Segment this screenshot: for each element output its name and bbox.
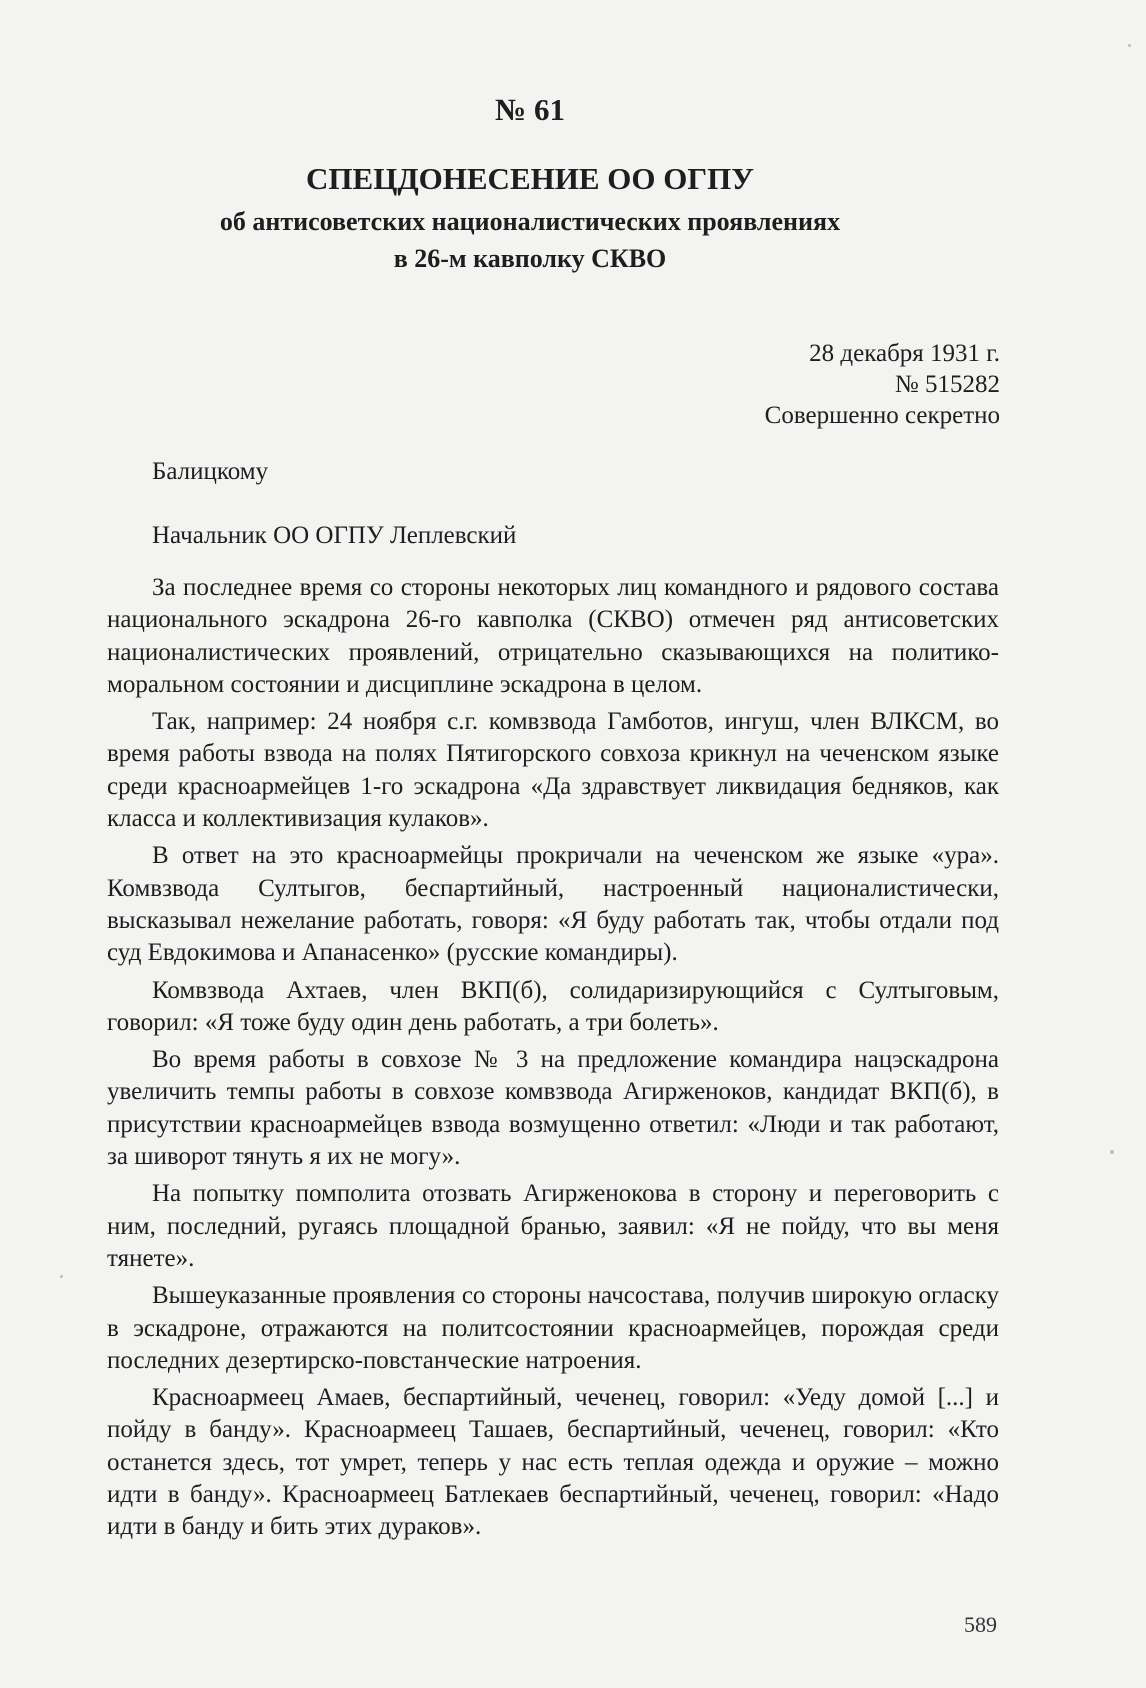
subtitle-line: об антисоветских националистических проявлениях: [219, 207, 841, 236]
document-body: [107, 572, 999, 1549]
document-number: № 61: [495, 92, 565, 127]
page-number: 589: [964, 1612, 997, 1637]
classification-label: Совершенно секретно: [764, 402, 1000, 429]
document-date: 28 декабря 1931 г.: [809, 340, 1000, 367]
body-paragraph: Так, например: 24 ноября с.г. комвзвода Гамботов, ингуш, член ВЛКСМ, во время работы взвода на полях Пятигорского совхоза крикнул на чеченском языке среди красноармейцев 1-го эскадрона «Да здравствует ликвидация бедняков, как класса и коллективизация кулаков».: [107, 708, 999, 833]
document-subtitle: [0, 203, 1060, 277]
signatory: Начальник ОО ОГПУ Леплевский: [152, 522, 517, 549]
body-paragraph: Во время работы в совхозе № 3 на предложение командира нацэскадрона увеличить темпы работы в совхозе комвзвода Агирженоков, кандидат ВКП(б), в присутствии красноармейцев взвода возмущенно ответил: «Люди и так работают, за шиворот тянуть я их не могу».: [107, 1046, 999, 1171]
body-paragraph: На попытку помполита отозвать Агирженокова в сторону и переговорить с ним, последний, ругаясь площадной бранью, заявил: «Я не пойду, что вы меня тянете».: [107, 1180, 999, 1272]
body-paragraph: За последнее время со стороны некоторых лиц командного и рядового состава национального эскадрона 26-го кавполка (СКВО) отмечен ряд антисоветских националистических проявлений, отрицательно сказывающихся на политико-моральном состоянии и дисциплине эскадрона в целом.: [107, 574, 999, 698]
document-reference: № 515282: [894, 371, 1000, 398]
scan-speck: [1128, 44, 1131, 47]
addressee: Балицкому: [152, 458, 269, 485]
body-paragraph: В ответ на это красноармейцы прокричали на чеченском же языке «ура». Комвзвода Султыгов, беспартийный, настроенный националистически, высказывал нежелание работать, говоря: «Я буду работать так, чтобы отдали под суд Евдокимова и Апанасенко» (русские командиры).: [107, 842, 999, 967]
body-paragraph: Красноармеец Амаев, беспартийный, чеченец, говорил: «Уеду домой [...] и пойду в банду». Красноармеец Ташаев, беспартийный, чеченец, говорил: «Кто останется здесь, тот умрет, теперь у нас есть теплая одежда и оружие – можно идти в банду». Красноармеец Батлекаев беспартийный, чеченец, говорил: «Надо идти в банду и бить этих дураков».: [107, 1384, 999, 1541]
body-paragraph: Комвзвода Ахтаев, член ВКП(б), солидаризирующийся с Султыговым, говорил: «Я тоже буду один день работать, а три болеть».: [107, 976, 999, 1036]
scan-speck: [60, 1275, 63, 1278]
document-title: СПЕЦДОНЕСЕНИЕ ОО ОГПУ: [306, 161, 754, 196]
document-meta: [765, 338, 1000, 431]
scan-speck: [1110, 1150, 1114, 1154]
body-paragraph: Вышеуказанные проявления со стороны начсостава, получив широкую огласку в эскадроне, отражаются на политсостоянии красноармейцев, порождая среди последних дезертирско-повстанческие натроения.: [107, 1282, 999, 1374]
subtitle-line: в 26-м кавполку СКВО: [393, 244, 667, 273]
